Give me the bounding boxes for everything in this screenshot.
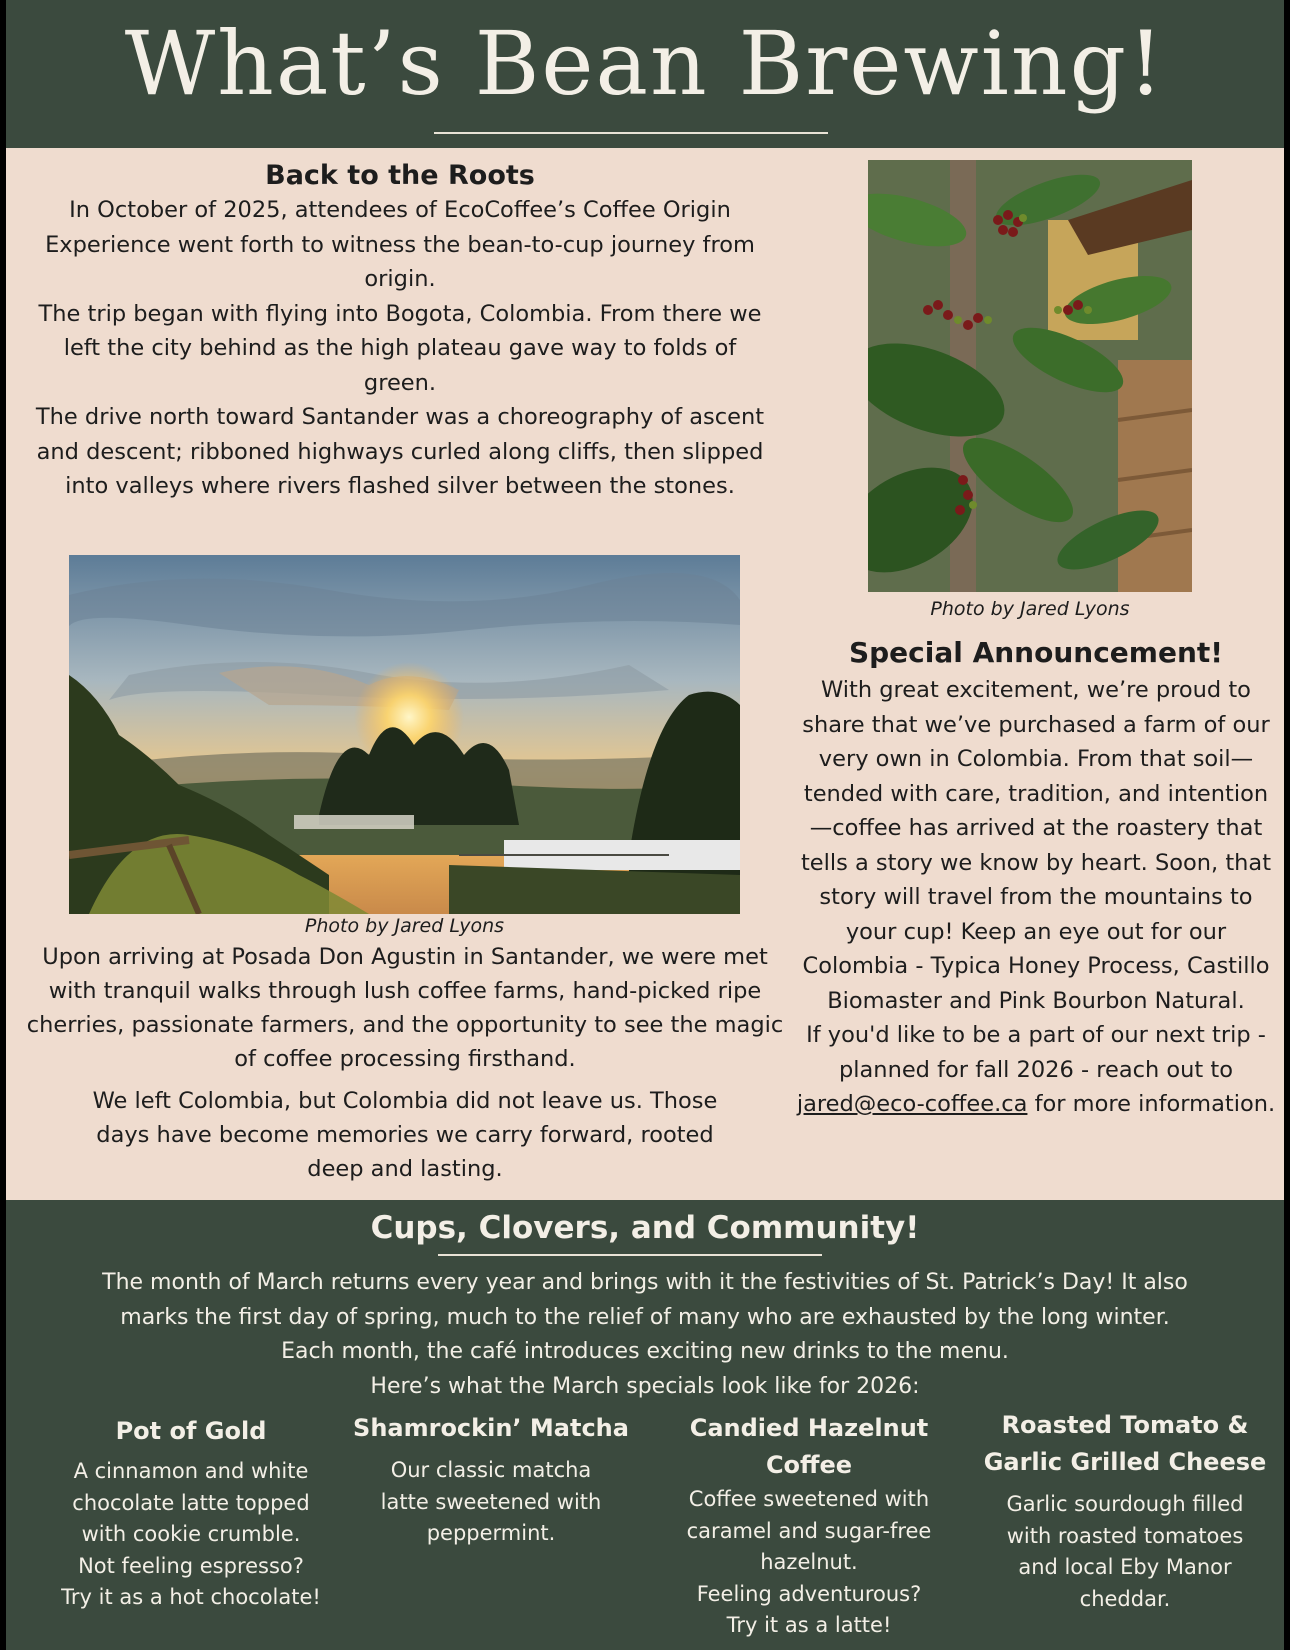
special-line: and local Eby Manor	[1018, 1555, 1232, 1579]
special-name: Shamrockin’ Matcha	[353, 1414, 629, 1442]
masthead-divider	[434, 132, 828, 134]
coffee-plant-photo	[868, 160, 1192, 592]
community-heading: Cups, Clovers, and Community!	[370, 1210, 920, 1246]
roots-article	[30, 160, 770, 504]
special-pot-of-gold	[36, 1413, 346, 1614]
trip-text-before: If you'd like to be a part of our next trip - planned for fall 2026 - reach out to	[806, 1022, 1266, 1083]
masthead-banner	[6, 0, 1284, 148]
special-line: Our classic matcha	[390, 1458, 592, 1482]
announcement-body: With great excitement, we’re proud to share that we’ve purchased a farm of our very own in Colombia. From that soil—tended with care, tradition, and intention—coffee has arrived at the roastery that tells a story we know by heart. Soon, that story will travel from the mountains to your cup! Keep an eye out for our Colombia - Typica Honey Process, Castillo Biomaster and Pink Bourbon Natural.	[800, 677, 1272, 1014]
special-candied-hazelnut-coffee	[654, 1410, 964, 1642]
roots-paragraph-1: In October of 2025, attendees of EcoCoffee’s Coffee Origin Experience went forth to witness the bean-to-cup journey from origin.	[45, 197, 755, 292]
special-line: caramel and sugar-free	[686, 1518, 932, 1543]
special-name: Candied Hazelnut Coffee	[689, 1414, 929, 1479]
trip-text-after: for more information.	[1027, 1091, 1276, 1117]
special-line: hazelnut.	[760, 1550, 858, 1574]
special-line: cheddar.	[1079, 1586, 1171, 1611]
roots-article-continued	[24, 940, 786, 1186]
roots-heading: Back to the Roots	[265, 160, 535, 191]
special-line: Try it as a latte!	[726, 1613, 892, 1637]
special-line: peppermint.	[426, 1521, 556, 1545]
special-line: with roasted tomatoes	[1006, 1523, 1244, 1548]
sunset-landscape-photo	[69, 555, 740, 914]
special-roasted-tomato-grilled-cheese	[966, 1407, 1284, 1615]
special-announcement	[794, 636, 1278, 1122]
community-divider	[438, 1254, 822, 1256]
community-intro-line-2: marks the first day of spring, much to the relief of many who are exhausted by the long winter.	[120, 1304, 1170, 1330]
special-line: latte sweetened with	[380, 1489, 602, 1514]
special-line: with cookie crumble.	[81, 1522, 301, 1546]
special-line: Try it as a hot chocolate!	[61, 1585, 321, 1609]
community-intro	[26, 1266, 1264, 1404]
roots-paragraph-3: The drive north toward Santander was a choreography of ascent and descent; ribboned highways curled along cliffs, then slipped into valleys where rivers flashed silver between the stones.	[35, 404, 765, 499]
roots-paragraph-4: Upon arriving at Posada Don Agustin in Santander, we were met with tranquil walks through lush coffee farms, hand-picked ripe cherries, passionate farmers, and the opportunity to see the magic of coffee processing firsthand.	[26, 944, 784, 1072]
community-intro-line-1: The month of March returns every year and brings with it the festivities of St. Patrick’s Day! It also	[102, 1270, 1188, 1295]
sunset-illustration	[69, 555, 740, 914]
newsletter-page	[6, 0, 1284, 1650]
special-line: Not feeling espresso?	[78, 1553, 304, 1578]
sunset-photo-caption: Photo by Jared Lyons	[304, 915, 505, 937]
special-name: Roasted Tomato & Garlic Grilled Cheese	[983, 1411, 1267, 1476]
special-line: chocolate latte topped	[72, 1490, 310, 1515]
announcement-heading: Special Announcement!	[848, 636, 1224, 669]
special-line: Feeling adventurous?	[696, 1581, 922, 1606]
community-intro-line-3: Each month, the café introduces exciting new drinks to the menu.	[281, 1339, 1009, 1364]
coffee-plant-illustration	[868, 160, 1192, 592]
contact-email-link[interactable]: jared@eco-coffee.ca	[796, 1091, 1028, 1117]
special-name: Pot of Gold	[115, 1417, 267, 1445]
roots-paragraph-5: We left Colombia, but Colombia did not leave us. Those days have become memories we carry forward, rooted deep and lasting.	[92, 1088, 718, 1182]
masthead-title: What’s Bean Brewing!	[124, 12, 1166, 115]
roots-paragraph-2: The trip began with flying into Bogota, Colombia. From there we left the city behind as the high plateau gave way to folds of green.	[38, 300, 762, 396]
special-line: Garlic sourdough filled	[1006, 1492, 1244, 1516]
plant-photo-caption: Photo by Jared Lyons	[930, 598, 1130, 620]
announcement-trip-text	[794, 1018, 1278, 1122]
special-line: Coffee sweetened with	[688, 1487, 930, 1511]
community-section	[6, 1200, 1284, 1650]
special-line: A cinnamon and white	[73, 1459, 309, 1483]
community-intro-line-4: Here’s what the March specials look like for 2026:	[370, 1373, 920, 1399]
special-shamrockin-matcha	[336, 1410, 646, 1550]
